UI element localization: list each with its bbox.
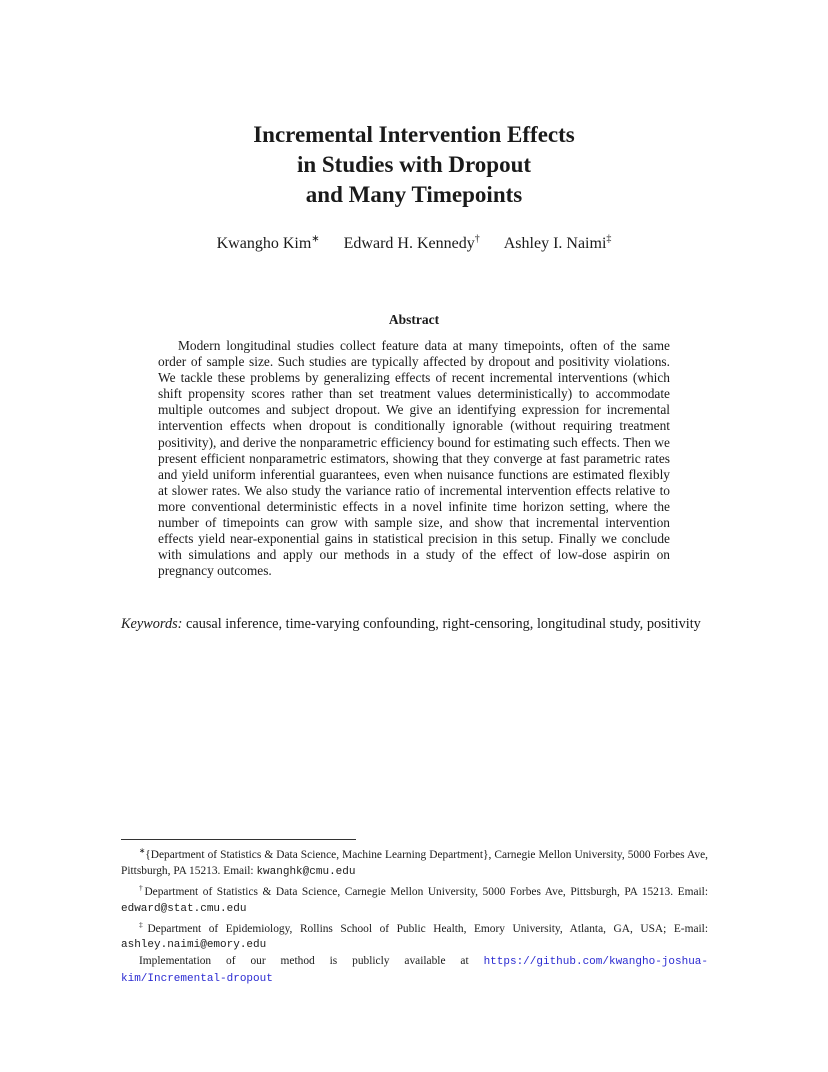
- author-1-footnote-mark[interactable]: ∗: [311, 234, 320, 245]
- footnote-3-email: ashley.naimi@emory.edu: [121, 939, 267, 952]
- abstract-body: [158, 338, 670, 579]
- footnote-1-email: kwanghk@cmu.edu: [256, 865, 356, 878]
- author-3: Ashley I. Naimi‡: [503, 234, 612, 253]
- title-line-1: Incremental Intervention Effects: [253, 122, 575, 147]
- author-2: Edward H. Kennedy†: [343, 234, 480, 253]
- github-link[interactable]: https://github.com/kwangho-joshua-kim/Incremental-dropout: [121, 956, 708, 986]
- footnote-2: †Department of Statistics & Data Science, Carnegie Mellon University, 5000 Forbes Ave, Pittsburgh, PA 15213. Email: edward@stat.cmu.edu: [121, 882, 709, 915]
- abstract-paragraph: Modern longitudinal studies collect feature data at many timepoints, often of the same order of sample size. Such studies are typically affected by dropout and positivity violations. We tackle these problems by generalizing effects of recent incremental interventions (which shift propensity scores rather than set treatment values deterministically) to accommodate multiple outcomes and subject dropout. We give an identifying expression for incremental intervention effects when dropout is conditionally ignorable (without requiring treatment positivity), and derive the nonparametric efficiency bound for estimating such effects. Then we present efficient nonparametric estimators, showing that they converge at fast parametric rates and yield uniform inferential guarantees, even when nuisance functions are estimated flexibly at slower rates. We also study the variance ratio of incremental intervention effects relative to more conventional deterministic effects in a novel infinite time horizon setting, where the number of timepoints can grow with sample size, and show that incremental intervention effects yield near-exponential gains in statistical precision in this setup. Finally we conclude with simulations and apply our methods in a study of the effect of low-dose aspirin on pregnancy outcomes.: [158, 338, 670, 579]
- footnote-1: ∗{Department of Statistics & Data Science, Machine Learning Department}, Carnegie Mellon University, 5000 Forbes Ave, Pittsburgh, PA 15213. Email: kwanghk@cmu.edu: [121, 846, 708, 878]
- keywords-label: Keywords:: [121, 616, 183, 632]
- footnote-2-email: edward@stat.cmu.edu: [121, 902, 247, 915]
- implementation-note: Implementation of our method is publicly available at https://github.com/kwangho-joshua-kim/Incremental-dropout: [121, 955, 708, 986]
- title-line-2: in Studies with Dropout: [296, 152, 532, 177]
- keywords: [121, 615, 708, 634]
- author-list: [120, 234, 708, 253]
- author-3-footnote-mark[interactable]: ‡: [606, 234, 612, 245]
- title-line-3: and Many Timepoints: [305, 182, 523, 207]
- keywords-text: causal inference, time-varying confounding, right-censoring, longitudinal study, positivity: [186, 616, 701, 632]
- footnote-divider: [121, 839, 356, 840]
- author-1: Kwangho Kim∗: [216, 234, 320, 253]
- abstract-heading: Abstract: [388, 312, 440, 327]
- footnotes: [121, 843, 708, 987]
- paper-title: [120, 120, 708, 210]
- footnote-3: ‡Department of Epidemiology, Rollins School of Public Health, Emory University, Atlanta, GA, USA; E-mail: ashley.naimi@emory.edu: [121, 919, 709, 952]
- author-2-footnote-mark[interactable]: †: [474, 234, 480, 245]
